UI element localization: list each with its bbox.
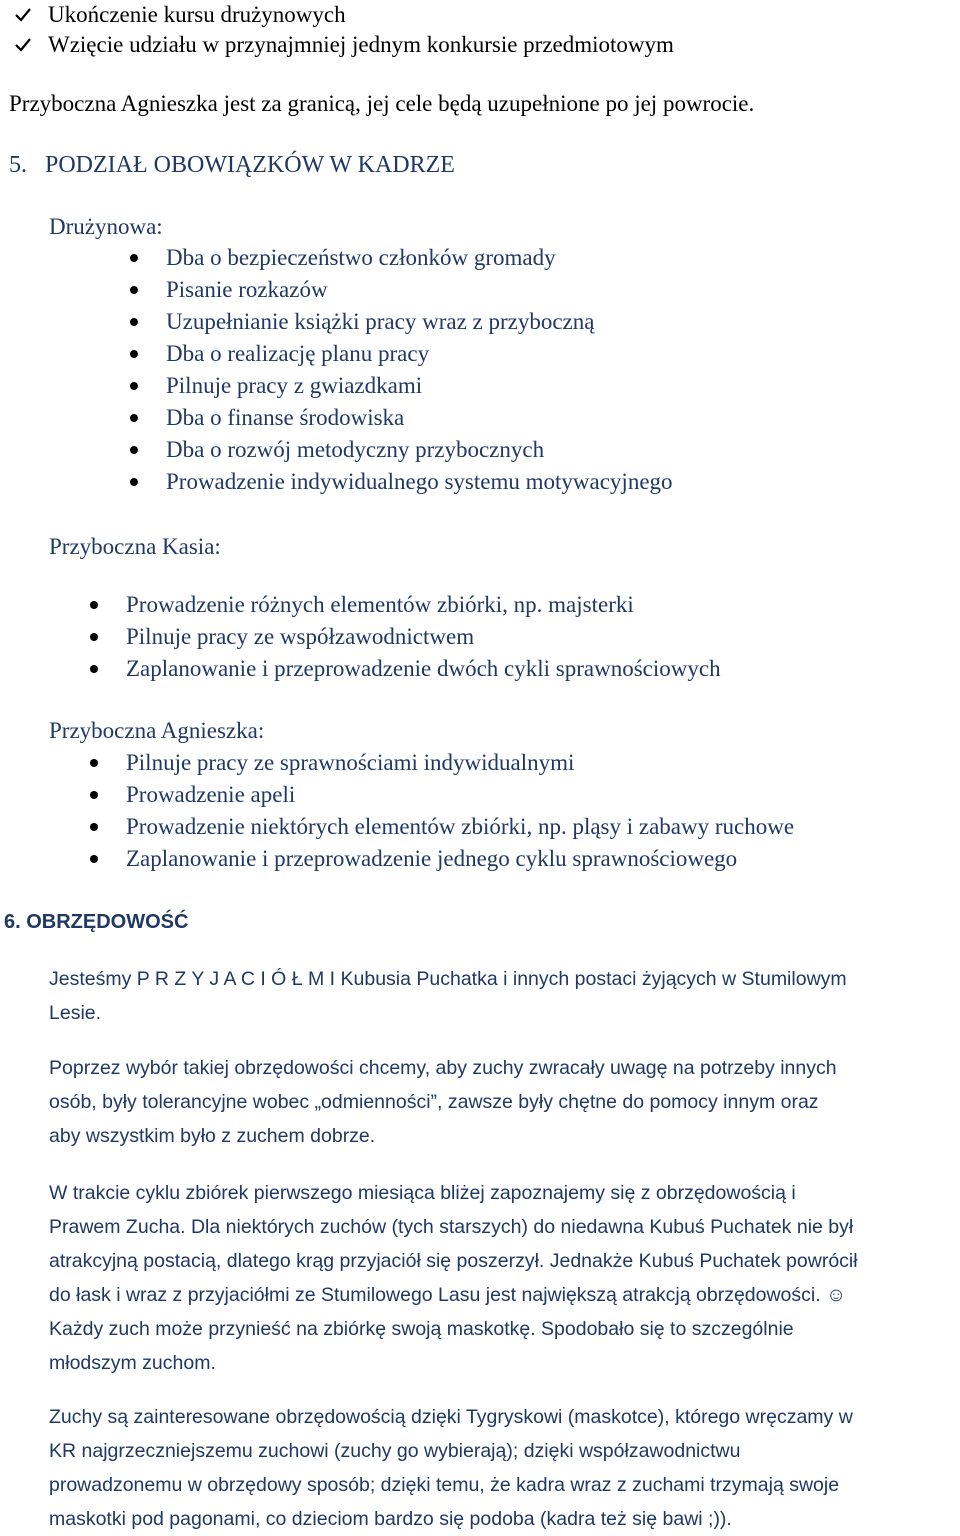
list-item: Zaplanowanie i przeprowadzenie jednego cyklu sprawnościowego: [90, 846, 737, 872]
paragraph-line: atrakcyjną postacią, dlatego krąg przyjaciół się poszerzył. Jednakże Kubuś Puchatek powrócił: [49, 1250, 858, 1272]
paragraph-line: Lesie.: [49, 1002, 102, 1024]
bullet-icon: [130, 478, 138, 486]
paragraph-line: Każdy zuch może przynieść na zbiórkę swoją maskotkę. Spodobało się to szczególnie: [49, 1318, 794, 1340]
kasia-label: Przyboczna Kasia:: [49, 534, 221, 559]
paragraph-line: osób, były tolerancyjne wobec „odmienności”, zawsze były chętne do pomocy innym oraz: [49, 1091, 819, 1113]
bullet-icon: [130, 350, 138, 358]
bullet-icon: [90, 665, 98, 673]
bullet-icon: [130, 446, 138, 454]
paragraph-line: młodszym zuchom.: [49, 1352, 216, 1374]
paragraph-line: Prawem Zucha. Dla niektórych zuchów (tych starszych) do niedawna Kubuś Puchatek nie był: [49, 1216, 854, 1238]
list-item: Prowadzenie apeli: [90, 782, 295, 808]
bullet-icon: [130, 254, 138, 262]
list-item: Pilnuje pracy ze współzawodnictwem: [90, 624, 474, 650]
checkmark-icon: [14, 36, 32, 54]
bullet-icon: [90, 759, 98, 767]
paragraph: [49, 1400, 959, 1536]
bullet-icon: [90, 823, 98, 831]
paragraph-line: W trakcie cyklu zbiórek pierwszego miesiąca bliżej zapoznajemy się z obrzędowością i: [49, 1182, 796, 1204]
list-item: Pisanie rozkazów: [130, 277, 328, 303]
bullet-icon: [90, 791, 98, 799]
checklist-item: [14, 2, 346, 28]
list-item: Pilnuje pracy z gwiazdkami: [130, 373, 422, 399]
section-5-title: PODZIAŁ OBOWIĄZKÓW W KADRZE: [45, 152, 455, 178]
paragraph-line: maskotki pod pagonami, co dzieciom bardzo się podoba (kadra też się bawi ;)).: [49, 1508, 732, 1530]
agnieszka-label: Przyboczna Agnieszka:: [49, 718, 265, 743]
paragraph-line: KR najgrzeczniejszemu zuchowi (zuchy go wybierają); dzięki współzawodnictwu: [49, 1440, 741, 1462]
paragraph-line: prowadzonemu w obrzędowy sposób; dzięki temu, że kadra wraz z zuchami trzymają swoje: [49, 1474, 840, 1496]
list-item: Pilnuje pracy ze sprawnościami indywidualnymi: [90, 750, 574, 776]
list-item: Prowadzenie indywidualnego systemu motywacyjnego: [130, 469, 673, 495]
bullet-icon: [90, 633, 98, 641]
checklist-item-text: Ukończenie kursu drużynowych: [48, 2, 346, 27]
bullet-icon: [130, 318, 138, 326]
paragraph: [49, 1051, 959, 1153]
checklist-item: [14, 32, 674, 58]
list-item: Dba o bezpieczeństwo członków gromady: [130, 245, 556, 271]
section-5-number: 5.: [9, 152, 27, 178]
bullet-icon: [130, 382, 138, 390]
bullet-icon: [90, 855, 98, 863]
section-5-heading: [9, 152, 455, 179]
druzynowa-label: Drużynowa:: [49, 214, 163, 239]
paragraph: [49, 1176, 959, 1380]
paragraph: [49, 962, 959, 1030]
paragraph-line: do łask i wraz z przyjaciółmi ze Stumilowego Lasu jest największą atrakcją obrzędowości. ☺: [49, 1284, 846, 1306]
paragraph-line: Poprzez wybór takiej obrzędowości chcemy, aby zuchy zwracały uwagę na potrzeby innych: [49, 1057, 837, 1079]
paragraph-line: Zuchy są zainteresowane obrzędowością dzięki Tygryskowi (maskotce), którego wręczamy w: [49, 1406, 853, 1428]
paragraph-line: aby wszystkim było z zuchem dobrze.: [49, 1125, 376, 1147]
list-item: Dba o rozwój metodyczny przybocznych: [130, 437, 544, 463]
list-item: Dba o realizację planu pracy: [130, 341, 429, 367]
list-item: Prowadzenie niektórych elementów zbiórki, np. pląsy i zabawy ruchowe: [90, 814, 794, 840]
list-item: Dba o finanse środowiska: [130, 405, 404, 431]
checklist-item-text: Wzięcie udziału w przynajmniej jednym konkursie przedmiotowym: [48, 32, 674, 57]
checkmark-icon: [14, 6, 32, 24]
bullet-icon: [130, 286, 138, 294]
bullet-icon: [90, 601, 98, 609]
list-item: Uzupełnianie książki pracy wraz z przyboczną: [130, 309, 594, 335]
paragraph-line: Jesteśmy P R Z Y J A C I Ó Ł M I Kubusia Puchatka i innych postaci żyjących w Stumilowym: [49, 968, 847, 990]
list-item: Prowadzenie różnych elementów zbiórki, np. majsterki: [90, 592, 634, 618]
list-item: Zaplanowanie i przeprowadzenie dwóch cykli sprawnościowych: [90, 656, 721, 682]
note-text: Przyboczna Agnieszka jest za granicą, jej cele będą uzupełnione po jej powrocie.: [9, 91, 755, 116]
bullet-icon: [130, 414, 138, 422]
section-6-heading: 6. OBRZĘDOWOŚĆ: [4, 911, 189, 933]
